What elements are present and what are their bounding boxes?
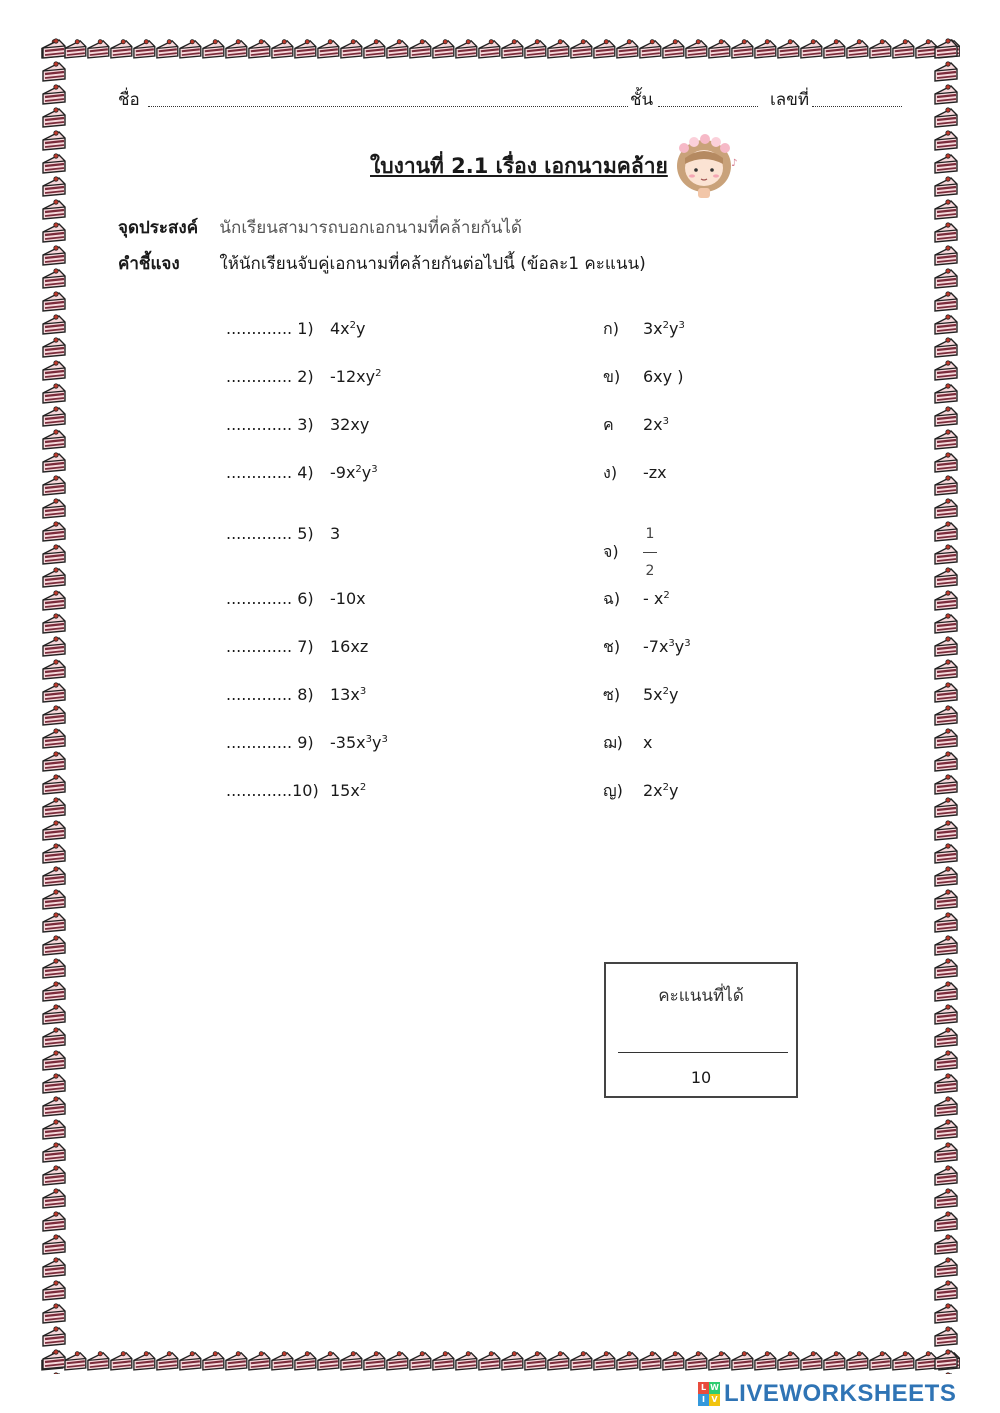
question-item [226,776,366,806]
exponent: 2 [359,782,367,793]
border-top [40,36,960,62]
expression-variable: y [356,319,366,338]
brand-logo[interactable] [698,1378,956,1410]
exponent: 3 [662,416,670,427]
score-box [604,962,798,1098]
exponent: 3 [684,638,691,649]
monomial-expression [643,728,652,758]
answer-option [603,584,670,614]
question-item [226,314,366,344]
class-label: ชั้น [630,90,654,110]
brand-icon-tile: W [710,1383,719,1392]
exponent: 2 [662,782,670,793]
monomial-expression [330,410,369,440]
exponent: 2 [662,686,670,697]
expression-variable: y [371,733,382,752]
answer-option [603,314,685,344]
expression-base: x [643,733,653,752]
monomial-expression [643,519,657,586]
answer-blank[interactable]: ............. 3) [226,415,314,434]
expression-base: 3x [643,319,663,338]
question-item [226,410,369,440]
answer-option [603,680,679,710]
score-label: คะแนนที่ได้ [658,986,744,1006]
cake-border-icon [40,36,68,1374]
exponent: 2 [663,590,670,601]
expression-base: 32xy [330,415,370,434]
monomial-expression [330,519,340,549]
answer-blank[interactable]: .............10) [226,781,319,800]
monomial-expression [330,728,388,758]
brand-icon-tile: V [709,1394,720,1406]
option-letter: ญ) [603,781,623,800]
expression-variable: y [669,685,679,704]
expression-base: 3 [330,524,341,543]
option-letter: ข) [603,367,621,386]
monomial-expression [330,314,366,344]
expression-base: -9x [330,463,356,482]
answer-blank[interactable]: ............. 6) [226,589,314,608]
answer-blank[interactable]: ............. 7) [226,637,314,656]
objective-label: จุดประสงค์ [118,218,199,238]
option-letter: ง) [603,463,618,482]
exponent: 2 [375,368,382,379]
option-letter: จ) [603,542,619,561]
worksheet-title: ใบงานที่ 2.1 เรื่อง เอกนามคล้าย [370,154,668,178]
exponent: 3 [371,464,378,475]
exponent: 3 [359,686,367,697]
option-letter: ค [603,415,614,434]
expression-variable: y [669,319,679,338]
border-right [932,36,960,1374]
answer-blank[interactable]: ............. 1) [226,319,314,338]
instructions-text: ให้นักเรียนจับคู่เอกนามที่คล้ายกันต่อไปนี้ (ข้อละ1 คะแนน) [219,254,646,274]
monomial-expression [330,458,378,488]
answer-blank[interactable]: ............. 4) [226,463,314,482]
exponent: 2 [355,464,362,475]
fraction-bar [643,552,657,553]
question-item [226,680,366,710]
question-item [226,728,388,758]
instructions-line [118,250,646,277]
answer-option [603,632,691,662]
number-field[interactable] [812,86,902,107]
name-field[interactable] [148,86,628,107]
brand-icon-tile: L [698,1382,709,1394]
expression-variable: y [669,781,679,800]
expression-base: 6xy ) [643,367,684,386]
expression-base: -12xy [330,367,376,386]
option-letter: ช) [603,637,621,656]
expression-base: 15x [330,781,360,800]
answer-option [603,728,652,758]
monomial-expression [643,584,670,614]
expression-base: 13x [330,685,360,704]
monomial-expression [643,776,679,806]
monomial-expression [643,458,667,488]
expression-base: -35x [330,733,366,752]
exponent: 3 [668,638,675,649]
expression-variable: y [361,463,372,482]
exponent: 2 [662,320,670,331]
answer-blank[interactable]: ............. 8) [226,685,314,704]
option-letter: ฌ) [603,733,623,752]
instructions-label: คำชี้แจง [118,254,180,274]
expression-base: 5x [643,685,663,704]
monomial-expression [330,584,366,614]
answer-option [603,458,667,488]
fraction [643,519,657,586]
class-field[interactable] [658,86,758,107]
monomial-expression [643,680,679,710]
answer-option [603,519,657,579]
expression-base: 16xz [330,637,369,656]
question-item [226,458,378,488]
monomial-expression [330,362,381,392]
exponent: 3 [678,320,685,331]
objective-line [118,214,522,241]
monomial-expression [330,632,368,662]
answer-option [603,410,669,440]
question-item [226,584,366,614]
answer-blank[interactable]: ............. 9) [226,733,314,752]
fraction-denominator: 2 [645,563,655,579]
option-letter: ก) [603,319,619,338]
expression-base: 2x [643,781,663,800]
question-item [226,519,340,549]
expression-base: -zx [643,463,667,482]
objective-text: นักเรียนสามารถบอกเอกนามที่คล้ายกันได้ [219,218,522,238]
question-item [226,632,368,662]
cake-border-icon [932,36,960,1374]
expression-base: -10x [330,589,366,608]
monomial-expression [643,632,691,662]
question-item [226,362,381,392]
cake-border-icon [40,36,960,62]
liveworksheets-icon [698,1382,720,1406]
border-left [40,36,68,1374]
answer-blank[interactable]: ............. 5) [226,524,314,543]
answer-option [603,776,679,806]
answer-option [603,362,683,392]
monomial-expression [643,314,685,344]
svg-text:♪: ♪ [731,158,738,169]
monomial-expression [330,776,366,806]
score-divider [618,1052,788,1053]
monomial-expression [643,410,669,440]
monomial-expression [330,680,366,710]
exponent: 2 [349,320,357,331]
expression-variable: y [674,637,685,656]
brand-icon-tile: I [698,1394,709,1406]
exponent: 3 [381,734,388,745]
monomial-expression [643,362,683,392]
number-label: เลขที่ [770,90,810,110]
border-bottom [40,1348,960,1374]
student-info-line [118,86,908,116]
flower-crown-girl-icon [668,126,744,200]
brand-name: LIVEWORKSHEETS [724,1380,957,1407]
option-letter: ฉ) [603,589,621,608]
name-label: ชื่อ [118,90,140,110]
score-total: 10 [690,1068,712,1087]
exponent: 3 [365,734,372,745]
cake-border-icon [40,1348,960,1374]
option-letter: ซ) [603,685,621,704]
expression-base: -7x [643,637,669,656]
expression-base: 2x [643,415,663,434]
expression-base: - x [643,589,664,608]
expression-base: 4x [330,319,350,338]
answer-blank[interactable]: ............. 2) [226,367,314,386]
fraction-numerator: 1 [645,526,655,542]
